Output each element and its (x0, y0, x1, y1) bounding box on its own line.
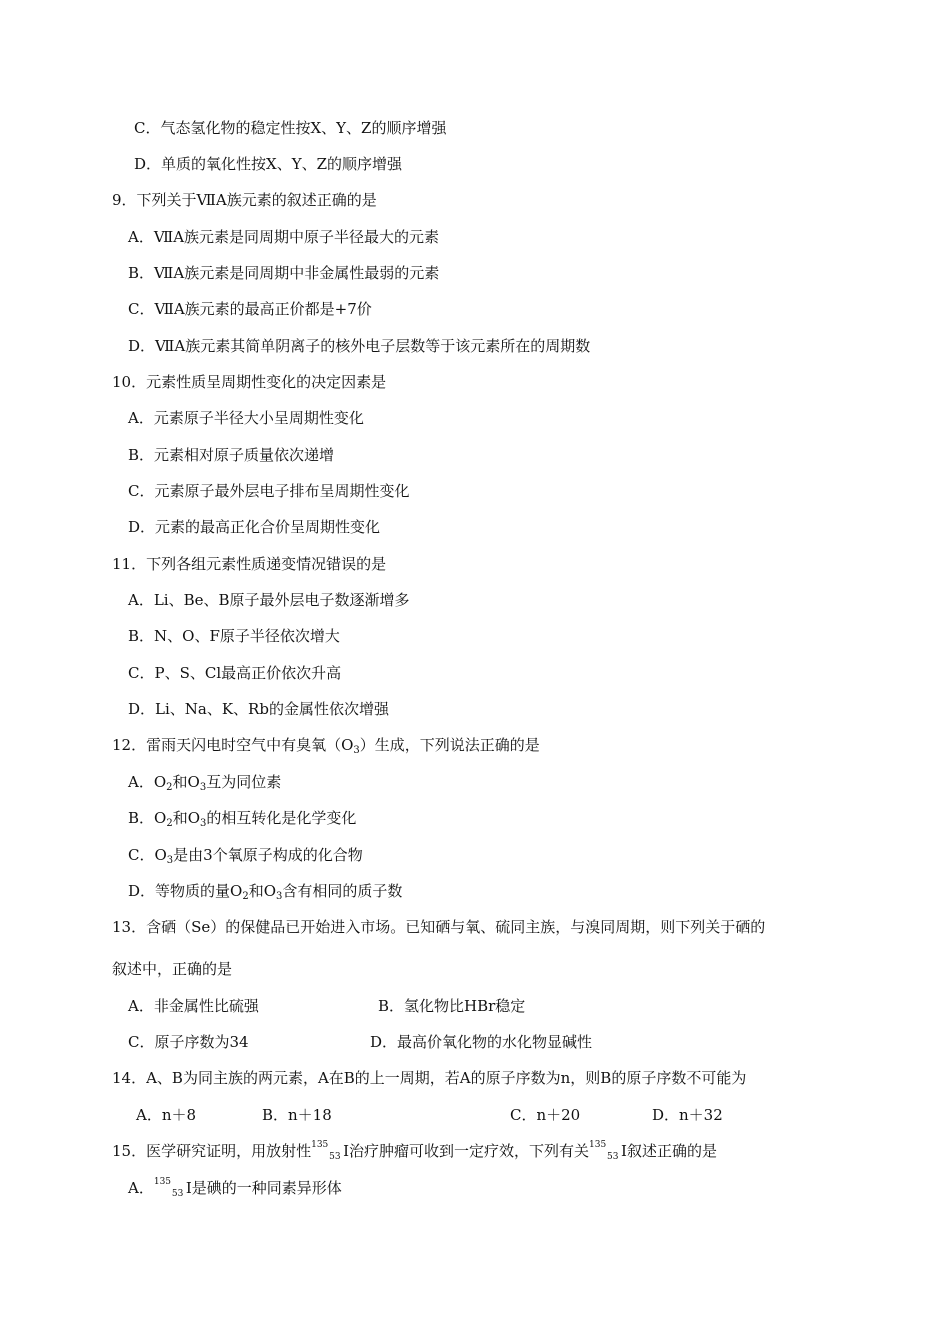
q10-stem: 10．元素性质呈周期性变化的决定因素是 (112, 373, 387, 391)
q13-stem-line2: 叙述中，正确的是 (112, 960, 233, 978)
q12-option-d: D．等物质的量$O_2$和$O_3$含有相同的质子数 (128, 882, 403, 902)
q12-option-b: B．$O_2$和$O_3$的相互转化是化学变化 (128, 809, 357, 829)
q15-stem: 15．医学研究证明，用放射性 135 53 I治疗肿瘤可收到一定疗效，下列有关 135 53 I叙述正确的是 (112, 1140, 717, 1162)
q12-option-c: C．$O_3$是由3个氧原子构成的化合物 (128, 846, 363, 866)
q15-option-a: A． 135 53 I是碘的一种同素异形体 (128, 1177, 342, 1199)
q14-option-d: D．n＋32 (652, 1106, 723, 1124)
q13-stem-line1: 13．含硒（Se）的保健品已开始进入市场。已知硒与氧、硫同主族，与溴同周期，则下列关于硒的 (112, 918, 766, 936)
q11-stem: 11．下列各组元素性质递变情况错误的是 (112, 555, 387, 573)
q14-option-c: C．n＋20 (510, 1106, 581, 1124)
q14-option-b: B．n＋18 (262, 1106, 332, 1124)
q9-option-a: A．ⅦA族元素是同周期中原子半径最大的元素 (128, 228, 440, 246)
q9-option-d: D．ⅦA族元素其简单阴离子的核外电子层数等于该元素所在的周期数 (128, 337, 591, 355)
q11-option-b: B．N、O、F原子半径依次增大 (128, 627, 340, 645)
q11-option-c: C．P、S、Cl最高正价依次升高 (128, 664, 342, 682)
q10-option-c: C．元素原子最外层电子排布呈周期性变化 (128, 482, 410, 500)
q13-option-b: B．氢化物比HBr稳定 (378, 997, 526, 1015)
q11-option-d: D．Li、Na、K、Rb的金属性依次增强 (128, 700, 389, 718)
q9-option-b: B．ⅦA族元素是同周期中非金属性最弱的元素 (128, 264, 440, 282)
isotope-label: 135 53 (311, 1140, 341, 1162)
q13-option-a: A．非金属性比硫强 (128, 997, 259, 1015)
q10-option-a: A．元素原子半径大小呈周期性变化 (128, 409, 364, 427)
q13-option-c: C．原子序数为34 (128, 1033, 249, 1051)
q13-option-d: D．最高价氧化物的水化物显碱性 (370, 1033, 593, 1051)
q12-option-a: A．$O_2$和$O_3$互为同位素 (128, 773, 282, 793)
q9-option-c: C．ⅦA族元素的最高正价都是+7价 (128, 300, 372, 318)
q12-stem: 12．雷雨天闪电时空气中有臭氧$(O_3)$生成，下列说法正确的是 (112, 736, 540, 756)
q10-option-b: B．元素相对原子质量依次递增 (128, 446, 335, 464)
q9-stem: 9．下列关于ⅦA族元素的叙述正确的是 (112, 191, 377, 209)
q14-stem: 14．A、B为同主族的两元素，A在B的上一周期，若A的原子序数为n，则B的原子序数不可能为 (112, 1069, 747, 1087)
q8-option-d: D．单质的氧化性按X、Y、Z的顺序增强 (134, 155, 403, 173)
q10-option-d: D．元素的最高正化合价呈周期性变化 (128, 518, 381, 536)
q8-option-c: C．气态氢化物的稳定性按X、Y、Z的顺序增强 (134, 119, 447, 137)
isotope-label: 135 53 (589, 1140, 619, 1162)
q14-option-a: A．n＋8 (136, 1106, 197, 1124)
q11-option-a: A．Li、Be、B原子最外层电子数逐渐增多 (128, 591, 410, 609)
isotope-label: 135 53 (153, 1177, 184, 1199)
